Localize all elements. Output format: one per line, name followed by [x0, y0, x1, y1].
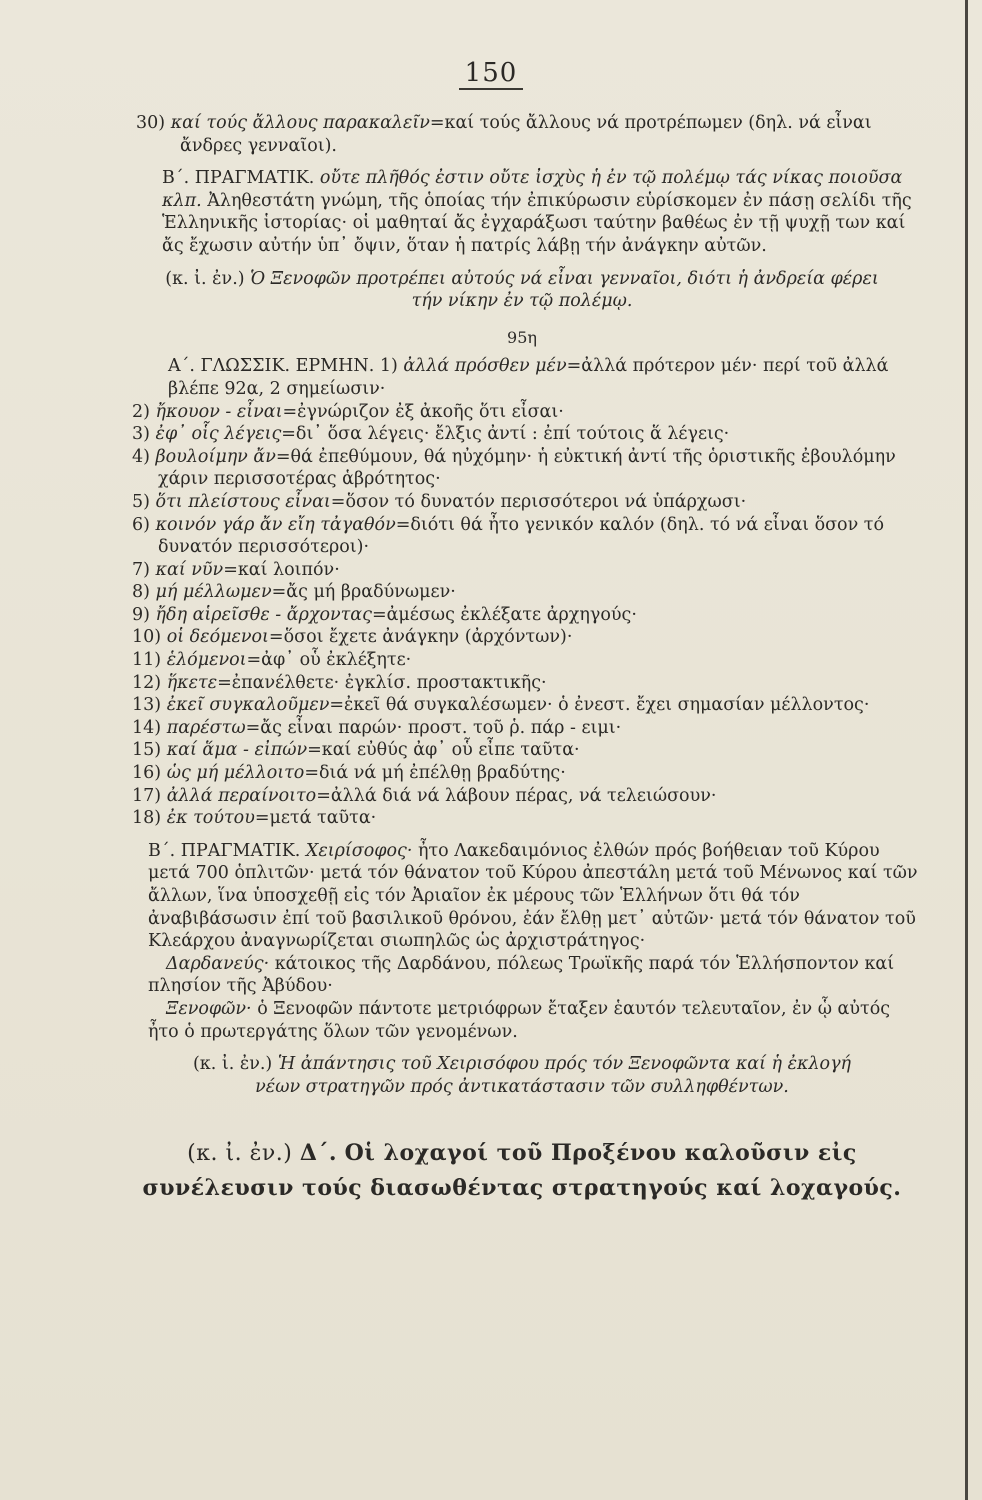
note-explanation: =καί τούς ἄλλους νά προτρέπωμεν (δηλ. νά εἶναι ἄνδρες γενναῖοι). [180, 113, 872, 156]
list-item: 10) οἱ δεόμενοι=ὅσοι ἔχετε ἀνάγκην (ἀρχόντων)· [132, 627, 573, 648]
note-term: καί τούς ἄλλους παρακαλεῖν [170, 113, 430, 133]
list-item: 18) ἐκ τούτου=μετά ταῦτα· [132, 808, 377, 829]
xenophon-note [118, 998, 926, 1043]
list-item: 15) καί ἅμα - εἰπών=καί εὐθύς ἀφ᾽ οὗ εἶπε ταῦτα· [132, 740, 580, 761]
commentary: ὁ Ξενοφῶν πάντοτε μετριόφρων ἔταξεν ἑαυτόν τελευταῖον, ἐν ᾧ αὐτός ἦτο ὁ πρωτεργάτης ὅλων τῶν γενομένων. [148, 998, 891, 1042]
commentary: Ἀληθεστάτη γνώμη, τῆς ὁποίας τήν ἐπικύρωσιν εὑρίσκομεν ἐν πάσῃ σελίδι τῆς Ἑλληνικῆς ἱστορίας· οἱ μαθηταί ἄς ἐγχαράξωσι ταύτην βαθέως ἐν τῇ ψυχῇ των καί ἄς ἔχωσιν αὐτήν ὑπ᾽ ὄψιν, ὅταν ἡ πατρίς λάβῃ τήν ἀνάγκην αὐτῶν. [162, 190, 912, 256]
pragmatik-note-95 [118, 840, 926, 953]
summary-95 [118, 1053, 926, 1098]
gloss-item-1-text: =ἀλλά πρότερον μέν· περί τοῦ ἀλλά βλέπε 92α, 2 σημείωσιν· [168, 356, 889, 399]
page-edge-rule [965, 0, 968, 1500]
pragmatik-note-94 [118, 167, 926, 257]
quoted-phrase: Χειρίσοφος· [305, 840, 413, 861]
list-item: 7) καί νῦν=καί λοιπόν· [132, 559, 340, 580]
section-marker-95: 95η [507, 327, 537, 347]
summary-text: Ὁ Ξενοφῶν προτρέπει αὐτούς νά εἶναι γενναῖοι, διότι ἡ ἀνδρεία φέρει τήν νίκην ἐν τῷ πολέμῳ. [250, 268, 879, 312]
gloss-item-1-term: ἀλλά πρόσθεν μέν [403, 356, 567, 377]
gloss-list [118, 401, 926, 830]
quoted-phrase: Δαρδανεύς· [166, 953, 270, 974]
list-item: 14) παρέστω=ἄς εἶναι παρών· προστ. τοῦ ῥ. πάρ - ειμι· [132, 717, 622, 738]
commentary: κάτοικος τῆς Δαρδάνου, πόλεως Τρωϊκῆς παρά τόν Ἑλλήσποντον καί πλησίον τῆς Ἀβύδου· [148, 953, 895, 997]
quoted-phrase: Ξενοφῶν· [166, 998, 252, 1019]
note-line-30 [118, 112, 926, 157]
list-item: 5) ὅτι πλείστους εἶναι=ὅσον τό δυνατόν περισσότεροι νά ὑπάρχωσι· [132, 491, 747, 512]
list-item: 3) ἐφ᾽ οἷς λέγεις=δι᾽ ὅσα λέγεις· ἔλξις ἀντί : ἐπί τούτοις ἅ λέγεις· [132, 424, 730, 445]
gloss-label: Α΄. ΓΛΩΣΣΙΚ. ΕΡΜΗΝ. [168, 356, 375, 377]
commentary: ἦτο Λακεδαιμόνιος ἐλθών πρός βοήθειαν τοῦ Κύρου μετά 700 ὁπλιτῶν· μετά τόν θάνατον τοῦ Κύρου ἀπεστάλη μετά τοῦ Μένωνος καί τῶν ἄλλων, ἵνα ὑποσχεθῇ εἰς τόν Ἀριαῖον ἐκ μέρους τῶν Ἑλλήνων ὅτι θά τόν ἀναβιβάσωσιν ἐπί τοῦ βασιλικοῦ θρόνου, ἐάν ἔλθῃ μετ᾽ αὐτῶν· μετά τόν θάνατον τοῦ Κλεάρχου ἀναγνωρίζεται σιωπηλῶς ὡς ἀρχιστράτηγος· [148, 840, 918, 952]
list-item: 2) ἤκουον - εἶναι=ἐγνώριζον ἐξ ἀκοῆς ὅτι εἶσαι· [132, 401, 564, 422]
list-item: 9) ἤδη αἱρεῖσθε - ἄρχοντας=ἀμέσως ἐκλέξατε ἀρχηγούς· [132, 604, 637, 625]
bold-summary-label: Δ΄. [299, 1140, 338, 1167]
list-item: 12) ἥκετε=ἐπανέλθετε· ἐγκλίσ. προστακτικῆς· [132, 672, 547, 693]
list-item: 13) ἐκεῖ συγκαλοῦμεν=ἐκεῖ θά συγκαλέσωμεν· ὁ ἐνεστ. ἔχει σημασίαν μέλλοντος· [132, 695, 870, 716]
note-num: 30) [136, 113, 166, 133]
bold-summary-text: Οἱ λοχαγοί τοῦ Προξένου καλοῦσιν εἰς συνέλευσιν τούς διασωθέντας στρατηγούς καί λοχαγούς. [142, 1140, 902, 1202]
list-item: 8) μή μέλλωμεν=ἄς μή βραδύνωμεν· [132, 582, 456, 603]
summary-94 [118, 268, 926, 313]
document-body [118, 112, 926, 1206]
section-label: Β΄. ΠΡΑΓΜΑΤΙΚ. [148, 840, 301, 861]
list-item: 11) ἑλόμενοι=ἀφ᾽ οὗ ἐκλέξητε· [132, 650, 412, 671]
bold-summary-prefix: (κ. ἰ. ἐν.) [187, 1141, 293, 1167]
gloss-heading [118, 355, 926, 400]
list-item: 17) ἀλλά περαίνοιτο=ἀλλά διά νά λάβουν πέρας, νά τελειώσουν· [132, 785, 717, 806]
list-item: 4) βουλοίμην ἄν=θά ἐπεθύμουν, θά ηὐχόμην· ἡ εὐκτική ἀντί τῆς ὁριστικῆς ἐβουλόμην χάριν περισσοτέρας ἁβρότητος· [132, 446, 896, 490]
summary-prefix: (κ. ἰ. ἐν.) [192, 1054, 273, 1075]
page-number: 150 [0, 58, 982, 88]
bold-summary [118, 1136, 926, 1206]
section-label: Β΄. ΠΡΑΓΜΑΤΙΚ. [162, 168, 315, 189]
list-item: 16) ὡς μή μέλλοιτο=διά νά μή ἐπέλθῃ βραδύτης· [132, 763, 566, 784]
list-item: 6) κοινόν γάρ ἄν εἴη τἀγαθόν=διότι θά ἦτο γενικόν καλόν (δηλ. τό νά εἶναι ὅσον τό δυνατόν περισσότεροι)· [132, 514, 885, 558]
dardaneus-note [118, 953, 926, 998]
summary-text: Ἡ ἀπάντησις τοῦ Χειρισόφου πρός τόν Ξενοφῶντα καί ἡ ἐκλογή νέων στρατηγῶν πρός ἀντικατάστασιν τῶν συλληφθέντων. [255, 1054, 852, 1097]
summary-prefix: (κ. ἰ. ἐν.) [165, 268, 245, 289]
gloss-item-1-num: 1) [379, 356, 398, 377]
quoted-phrase: οὔτε πλῆθός ἐστιν οὔτε ἰσχὺς ἡ ἐν τῷ πολέμῳ τάς νίκας ποιοῦσα κλπ. [162, 168, 903, 211]
